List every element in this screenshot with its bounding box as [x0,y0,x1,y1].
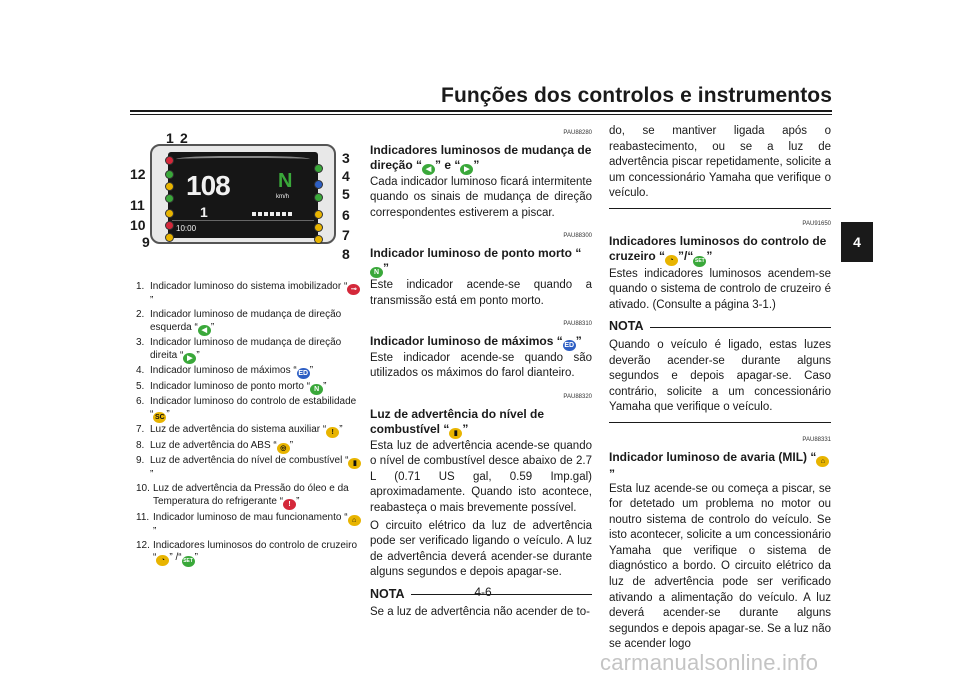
section-title-cruise-control: Indicadores luminosos do controlo de cruzeiro “ ◔ ”/“ SET ” [609,234,831,267]
list-item: 9. Luz de advertência do nível de combustível “ ▮” [136,455,362,482]
turn-right-icon: ▶ [460,164,473,175]
section-title-mil: Indicador luminoso de avaria (MIL) “ ⌂” [609,450,831,482]
list-item: 11. Indicador luminoso de mau funcionamento “ ⌂” [136,512,362,539]
paragraph: do, se mantiver ligada após o reabastecimento, ou se a luz de advertência piscar repetidamente, solicite a um concessionário Yamaha que verifique o veículo. [609,125,831,200]
cruise-set-icon [165,194,174,203]
rpm-scale [176,156,310,164]
page-number: 4-6 [474,585,492,599]
fuel-icon [165,233,174,242]
section-title-turn-signals: Indicadores luminosos de mudança de direção “ ◀ ” e “ ▶ ” [370,142,592,173]
turn-left-icon [165,170,174,179]
fuel-icon: ▮ [348,458,361,469]
note-heading: NOTA [370,587,592,603]
engine-icon: ⌂ [816,456,829,467]
legend-list [136,281,362,569]
list-item: 12. Indicadores luminosos do controlo de cruzeiro “ ◔ ” /“ SET ” [136,540,362,568]
callout-1: 1 [166,130,174,146]
watermark: carmanualsonline.info [600,650,819,675]
chapter-tab[interactable]: 4 [841,222,873,262]
list-item: 3. Indicador luminoso de mudança de direção direita “ ▶ ” [136,337,342,362]
paragraph: Esta luz acende-se ou começa a piscar, se for detetado um problema no motor ou noutro sistema de controlo do veículo. Se isto acontecer, solicite a um concessionário Yamaha que verifique o sistema de diagnóstico a bordo. O circuito elétrico da luz de advertência pode ser verificado ativando a alimentação do veículo. A luz deverá acender-se durante alguns segundos e depois apagar-se. Se a luz não se acender logo [609,482,831,651]
callout-10: 10 [130,217,146,233]
instrument-panel-figure [128,130,358,265]
turn-left-icon: ◀ [198,325,211,336]
header-rule-thick [130,110,832,112]
section-title-fuel-level: Luz de advertência do nível de combustível “ ▮ ” [370,406,545,437]
screen-divider [172,220,314,221]
section-code: PAU88331 [802,436,831,443]
note-end-rule [609,422,831,423]
immobilizer-icon: ⊸ [347,284,360,295]
callout-8: 8 [342,246,350,262]
paragraph: Estes indicadores luminosos acendem-se quando o sistema de controlo de cruzeiro é ativado. (Consulte a página 3-1.) [609,267,831,311]
cruise-icon [165,182,174,191]
note-end-rule [609,208,831,209]
speed-readout: 108 [186,170,230,201]
abs-icon: ◎ [277,443,290,454]
high-beam-icon: ED [564,341,575,349]
note-body: Se a luz de advertência não acender de to- [370,606,590,619]
text-column-right [609,124,831,655]
warning-triangle-icon: ! [326,427,339,438]
section-code: PAU88310 [563,321,592,328]
callout-3: 3 [342,150,350,166]
cruise-icon: ◔ [665,255,678,266]
section-code: PAU88320 [563,393,592,400]
section-title-high-beam: Indicador luminoso de máximos “ ED ” [370,333,582,349]
neutral-icon: N [370,267,383,278]
header-rule-thin [130,114,832,115]
callout-9: 9 [142,234,150,250]
abs-icon [314,235,323,244]
note-heading: NOTA [609,319,831,335]
engine-icon: ⌂ [348,515,361,526]
high-beam-icon: ED [298,370,309,378]
list-item: 4. Indicador luminoso de máximos “ ED ” [136,365,314,378]
gear-position-small: 1 [200,204,208,220]
fuel-icon: ▮ [449,428,462,439]
section-title-neutral: Indicador luminoso de ponto morto “N ” [370,245,582,276]
gear-indicator: N [278,170,293,192]
callout-12: 12 [130,166,146,182]
list-item: 2. Indicador luminoso de mudança de direção esquerda “ ◀ ” [136,309,342,334]
cruise-set-icon: SET [693,256,706,267]
callout-7: 7 [342,227,350,243]
neutral-icon [314,193,323,202]
callout-2: 2 [180,130,188,146]
oil-temp-icon: ! [283,499,296,510]
list-item: 1. Indicador luminoso do sistema imobilizador “ ⊸” [136,281,362,308]
text-column-middle [370,124,592,623]
paragraph: Cada indicador luminoso ficará intermitente quando os sinais de mudança de direção correspondentes estiverem a piscar. [370,175,592,219]
section-code: PAU88280 [563,130,592,136]
page-header-title: Funções dos controlos e instrumentos [441,84,832,107]
list-item: 8. Luz de advertência do ABS “ ◎ ” [136,439,294,452]
clock-readout: 10:00 [176,224,197,233]
list-item: 7. Luz de advertência do sistema auxiliar “ ! ” [136,424,343,437]
turn-right-icon: ▶ [183,353,196,364]
immobilizer-icon [165,156,174,165]
section-code: PAU88300 [563,233,592,240]
paragraph: Esta luz de advertência acende-se quando o nível de combustível desce abaixo de 2.7 L (0.71 US gal, 0.59 Imp.gal) aproximadamente. Quando isto acontece, reabasteça o mais brevemente possível. [370,439,592,514]
paragraph: Este indicador acende-se quando a transmissão está em ponto morto. [370,278,592,307]
turn-right-icon [314,164,323,173]
list-item: 6. Indicador luminoso do controlo de estabilidade “ SC ” [136,396,357,421]
section-code: PAU91650 [802,220,831,227]
speed-unit: km/h [276,194,290,200]
engine-icon [165,209,174,218]
oil-temp-icon [165,221,174,230]
turn-left-icon: ◀ [422,164,435,175]
callout-11: 11 [130,197,145,213]
list-item: 5. Indicador luminoso de ponto morto “ N ” [136,380,327,393]
fuel-bar [252,212,292,216]
cruise-set-icon: SET [182,556,195,567]
callout-4: 4 [342,168,350,184]
panel-screen [168,152,318,238]
callout-5: 5 [342,186,350,202]
list-item: 10. Luz de advertência da Pressão do óleo e da Temperatura do refrigerante “ ! ” [136,483,349,509]
callout-6: 6 [342,207,350,223]
warning-triangle-icon [314,223,323,232]
note-body: Quando o veículo é ligado, estas luzes deverão acender-se durante alguns segundos e depois apagar-se. Caso contrário, solicite a um concessionário Yamaha que verifique o veículo. [609,338,831,414]
paragraph: O circuito elétrico da luz de advertência pode ser verificado ligando o veículo. A luz de advertência deverá acender-se durante alguns segundos e depois apagar-se. [370,519,592,579]
neutral-icon: N [310,384,323,395]
stability-control-icon [314,210,323,219]
high-beam-icon [314,180,323,189]
cruise-icon: ◔ [156,555,169,566]
stability-control-icon: SC [154,413,165,421]
paragraph: Este indicador acende-se quando são utilizados os máximos do farol dianteiro. [370,351,592,380]
